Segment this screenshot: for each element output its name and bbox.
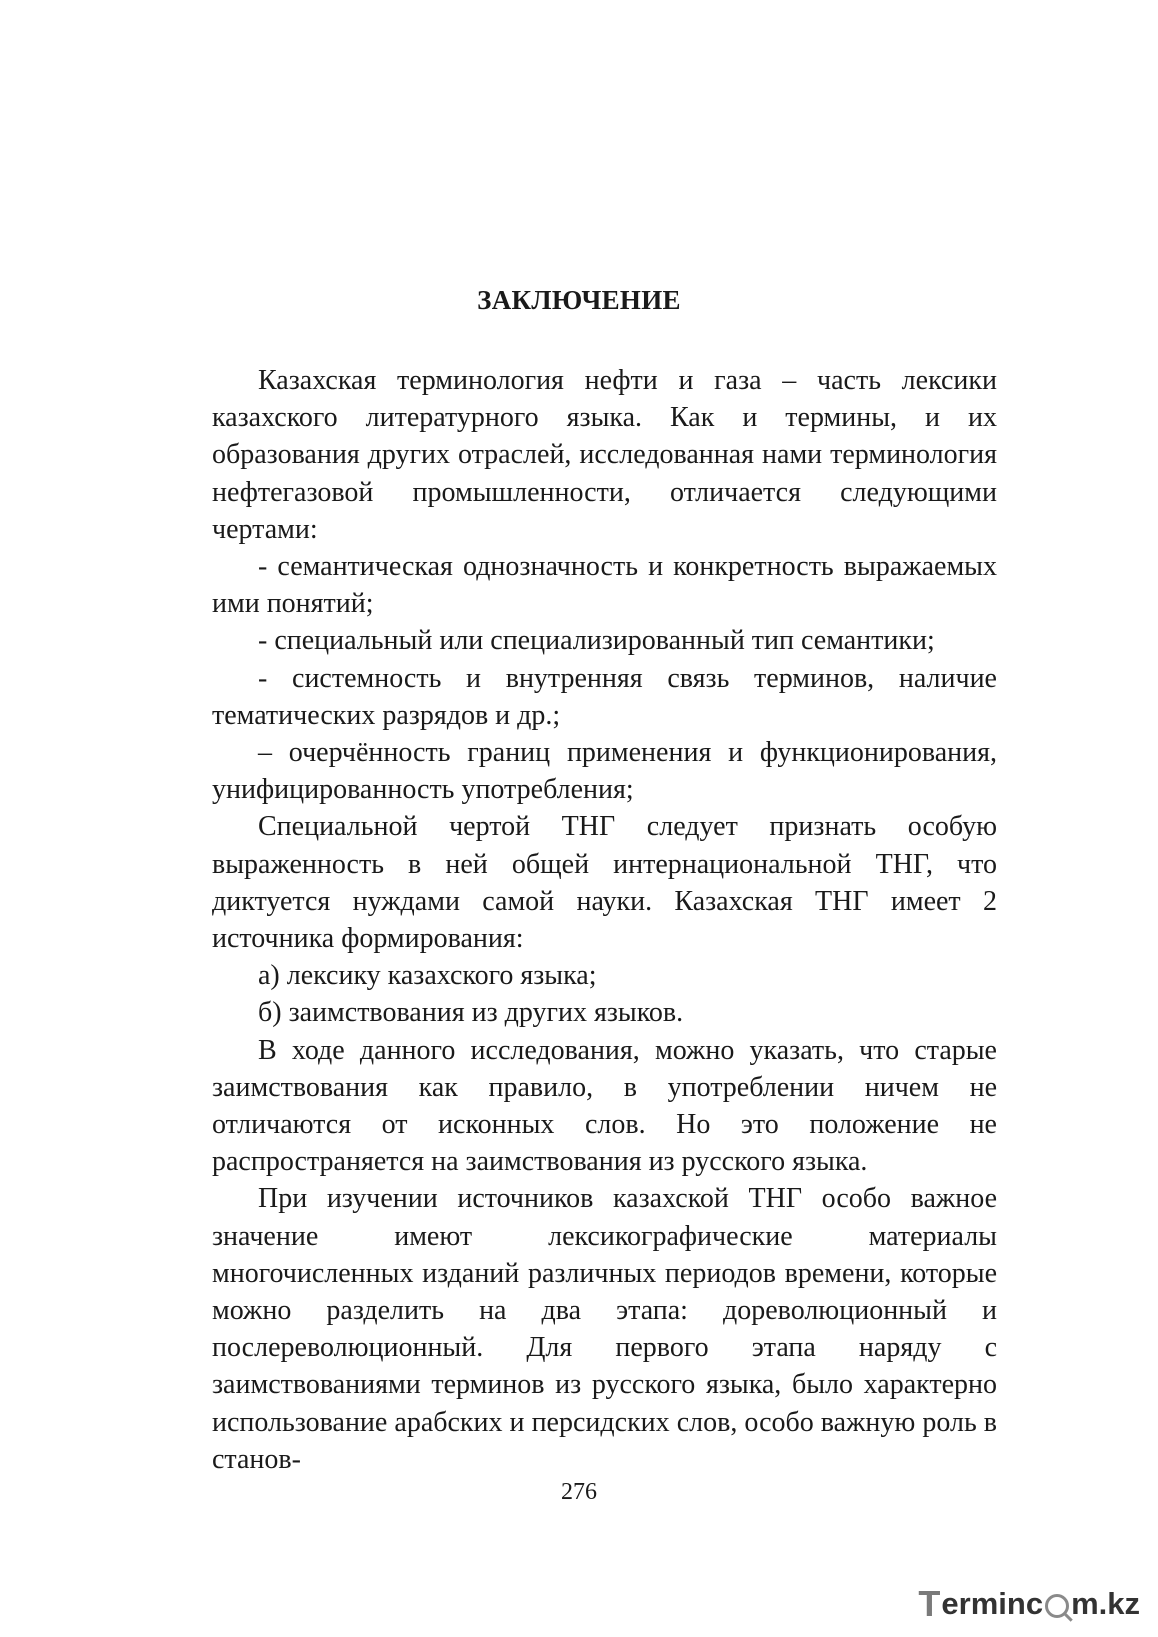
watermark-suffix: m.kz	[1071, 1586, 1140, 1621]
list-item-source-b: б) заимствования из других языков.	[258, 997, 684, 1029]
termincom-watermark-logo	[918, 1583, 1140, 1625]
watermark-middle: erminc	[941, 1586, 1044, 1621]
list-item-semantic: - семантическая однозначность и конкретность выражаемых ими понятий;	[212, 551, 997, 620]
list-item-special-type: - специальный или специализированный тип семантики;	[258, 625, 935, 657]
paragraph-sources: При изучении источников казахской ТНГ особо важное значение имеют лексикографические материалы многочисленных изданий различных периодов времени, которые можно разделить на два этапа: дореволюционный и послереволюционный. Для первого этапа наряду с заимствованиями терминов из русского языка, было характерно использование арабских и персидских слов, особо важную роль в станов-	[212, 1183, 997, 1475]
paragraph-special-feature: Специальной чертой ТНГ следует признать особую выраженность в ней общей интернациональной ТНГ, что диктуется нуждами самой науки. Казахская ТНГ имеет 2 источника формирования:	[212, 811, 997, 955]
page-number: 276	[561, 1479, 597, 1505]
list-item-source-a: а) лексику казахского языка;	[258, 960, 597, 992]
list-item-systemness: - системность и внутренняя связь терминов, наличие тематических разрядов и др.;	[212, 662, 997, 731]
list-item-boundaries: – очерчённость границ применения и функционирования, унифицированность употребления;	[212, 737, 997, 806]
body-text	[212, 362, 997, 1478]
magnifier-icon	[1045, 1594, 1069, 1618]
page-title: ЗАКЛЮЧЕНИЕ	[477, 285, 681, 315]
watermark-prefix: T	[918, 1583, 941, 1624]
paragraph-borrowings: В ходе данного исследования, можно указать, что старые заимствования как правило, в употреблении ничем не отличаются от исконных слов. Но это положение не распространяется на заимствования из русского языка.	[212, 1034, 997, 1178]
paragraph-intro: Казахская терминология нефти и газа – часть лексики казахского литературного языка. Как и термины, и их образования других отраслей, исследованная нами терминология нефтегазовой промышленности, отличается следующими чертами:	[212, 365, 997, 545]
